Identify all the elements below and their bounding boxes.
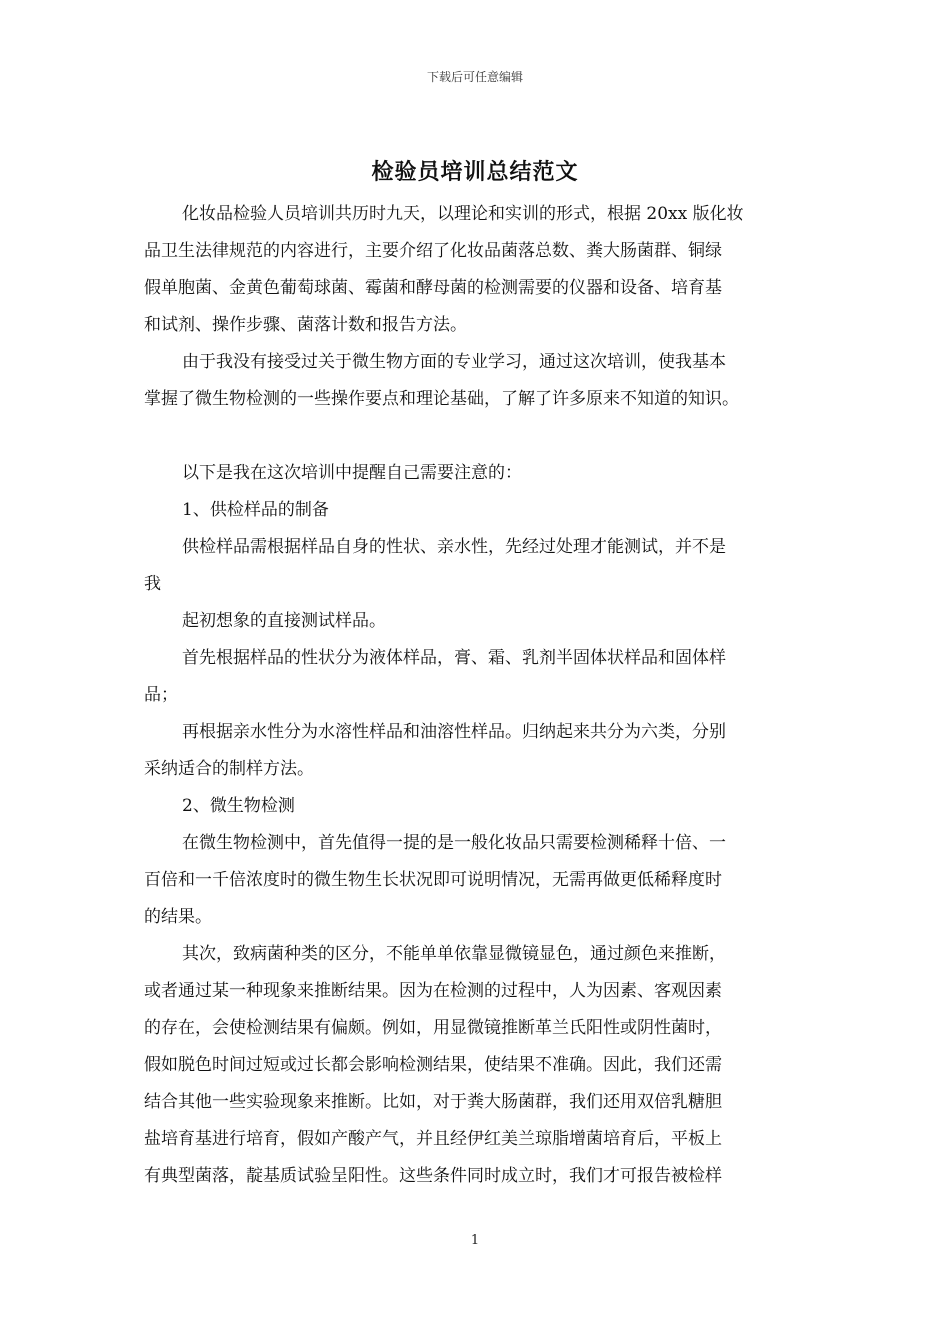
text-line: 在微生物检测中，首先值得一提的是一般化妆品只需要检测稀释十倍、一 <box>182 833 726 853</box>
text-line: 我 <box>144 574 161 594</box>
text-line: 起初想象的直接测试样品。 <box>182 611 386 631</box>
text-line: 再根据亲水性分为水溶性样品和油溶性样品。归纳起来共分为六类，分别 <box>182 722 726 742</box>
text-line: 有典型菌落，靛基质试验呈阳性。这些条件同时成立时，我们才可报告被检样 <box>144 1166 722 1186</box>
text-line: 掌握了微生物检测的一些操作要点和理论基础，了解了许多原来不知道的知识。 <box>144 389 739 409</box>
text-line: 供检样品需根据样品自身的性状、亲水性，先经过处理才能测试，并不是 <box>182 537 726 557</box>
text-line: 品卫生法律规范的内容进行，主要介绍了化妆品菌落总数、粪大肠菌群、铜绿 <box>144 241 722 261</box>
page-number: 1 <box>470 1233 480 1248</box>
section-heading: 2、微生物检测 <box>182 796 295 816</box>
text-line: 首先根据样品的性状分为液体样品，膏、霜、乳剂半固体状样品和固体样 <box>182 648 726 668</box>
text-line: 假单胞菌、金黄色葡萄球菌、霉菌和酵母菌的检测需要的仪器和设备、培育基 <box>144 278 722 298</box>
text-line: 其次，致病菌种类的区分，不能单单依靠显微镜显色，通过颜色来推断， <box>182 944 726 964</box>
header-note: 下载后可任意编辑 <box>426 70 523 84</box>
text-line: 的存在，会使检测结果有偏颇。例如，用显微镜推断革兰氏阳性或阴性菌时， <box>144 1018 722 1038</box>
text-line: 的结果。 <box>144 907 212 927</box>
document-title: 检验员培训总结范文 <box>371 159 579 185</box>
text-line: 化妆品检验人员培训共历时九天，以理论和实训的形式，根据 20xx 版化妆 <box>182 204 744 224</box>
text-line: 或者通过某一种现象来推断结果。因为在检测的过程中，人为因素、客观因素 <box>144 981 722 1001</box>
document-body <box>144 196 812 1195</box>
text-line: 品； <box>144 685 178 705</box>
text-line: 以下是我在这次培训中提醒自己需要注意的： <box>182 463 522 483</box>
text-line: 和试剂、操作步骤、菌落计数和报告方法。 <box>144 315 467 335</box>
text-line: 假如脱色时间过短或过长都会影响检测结果，使结果不准确。因此，我们还需 <box>144 1055 722 1075</box>
text-line: 百倍和一千倍浓度时的微生物生长状况即可说明情况，无需再做更低稀释度时 <box>144 870 722 890</box>
text-line: 由于我没有接受过关于微生物方面的专业学习，通过这次培训，使我基本 <box>182 352 726 372</box>
text-line: 盐培育基进行培育，假如产酸产气，并且经伊红美兰琼脂增菌培育后，平板上 <box>144 1129 722 1149</box>
section-heading: 1、供检样品的制备 <box>182 500 329 520</box>
text-line: 结合其他一些实验现象来推断。比如，对于粪大肠菌群，我们还用双倍乳糖胆 <box>144 1092 722 1112</box>
blank-line <box>144 418 812 455</box>
text-line: 采纳适合的制样方法。 <box>144 759 314 779</box>
